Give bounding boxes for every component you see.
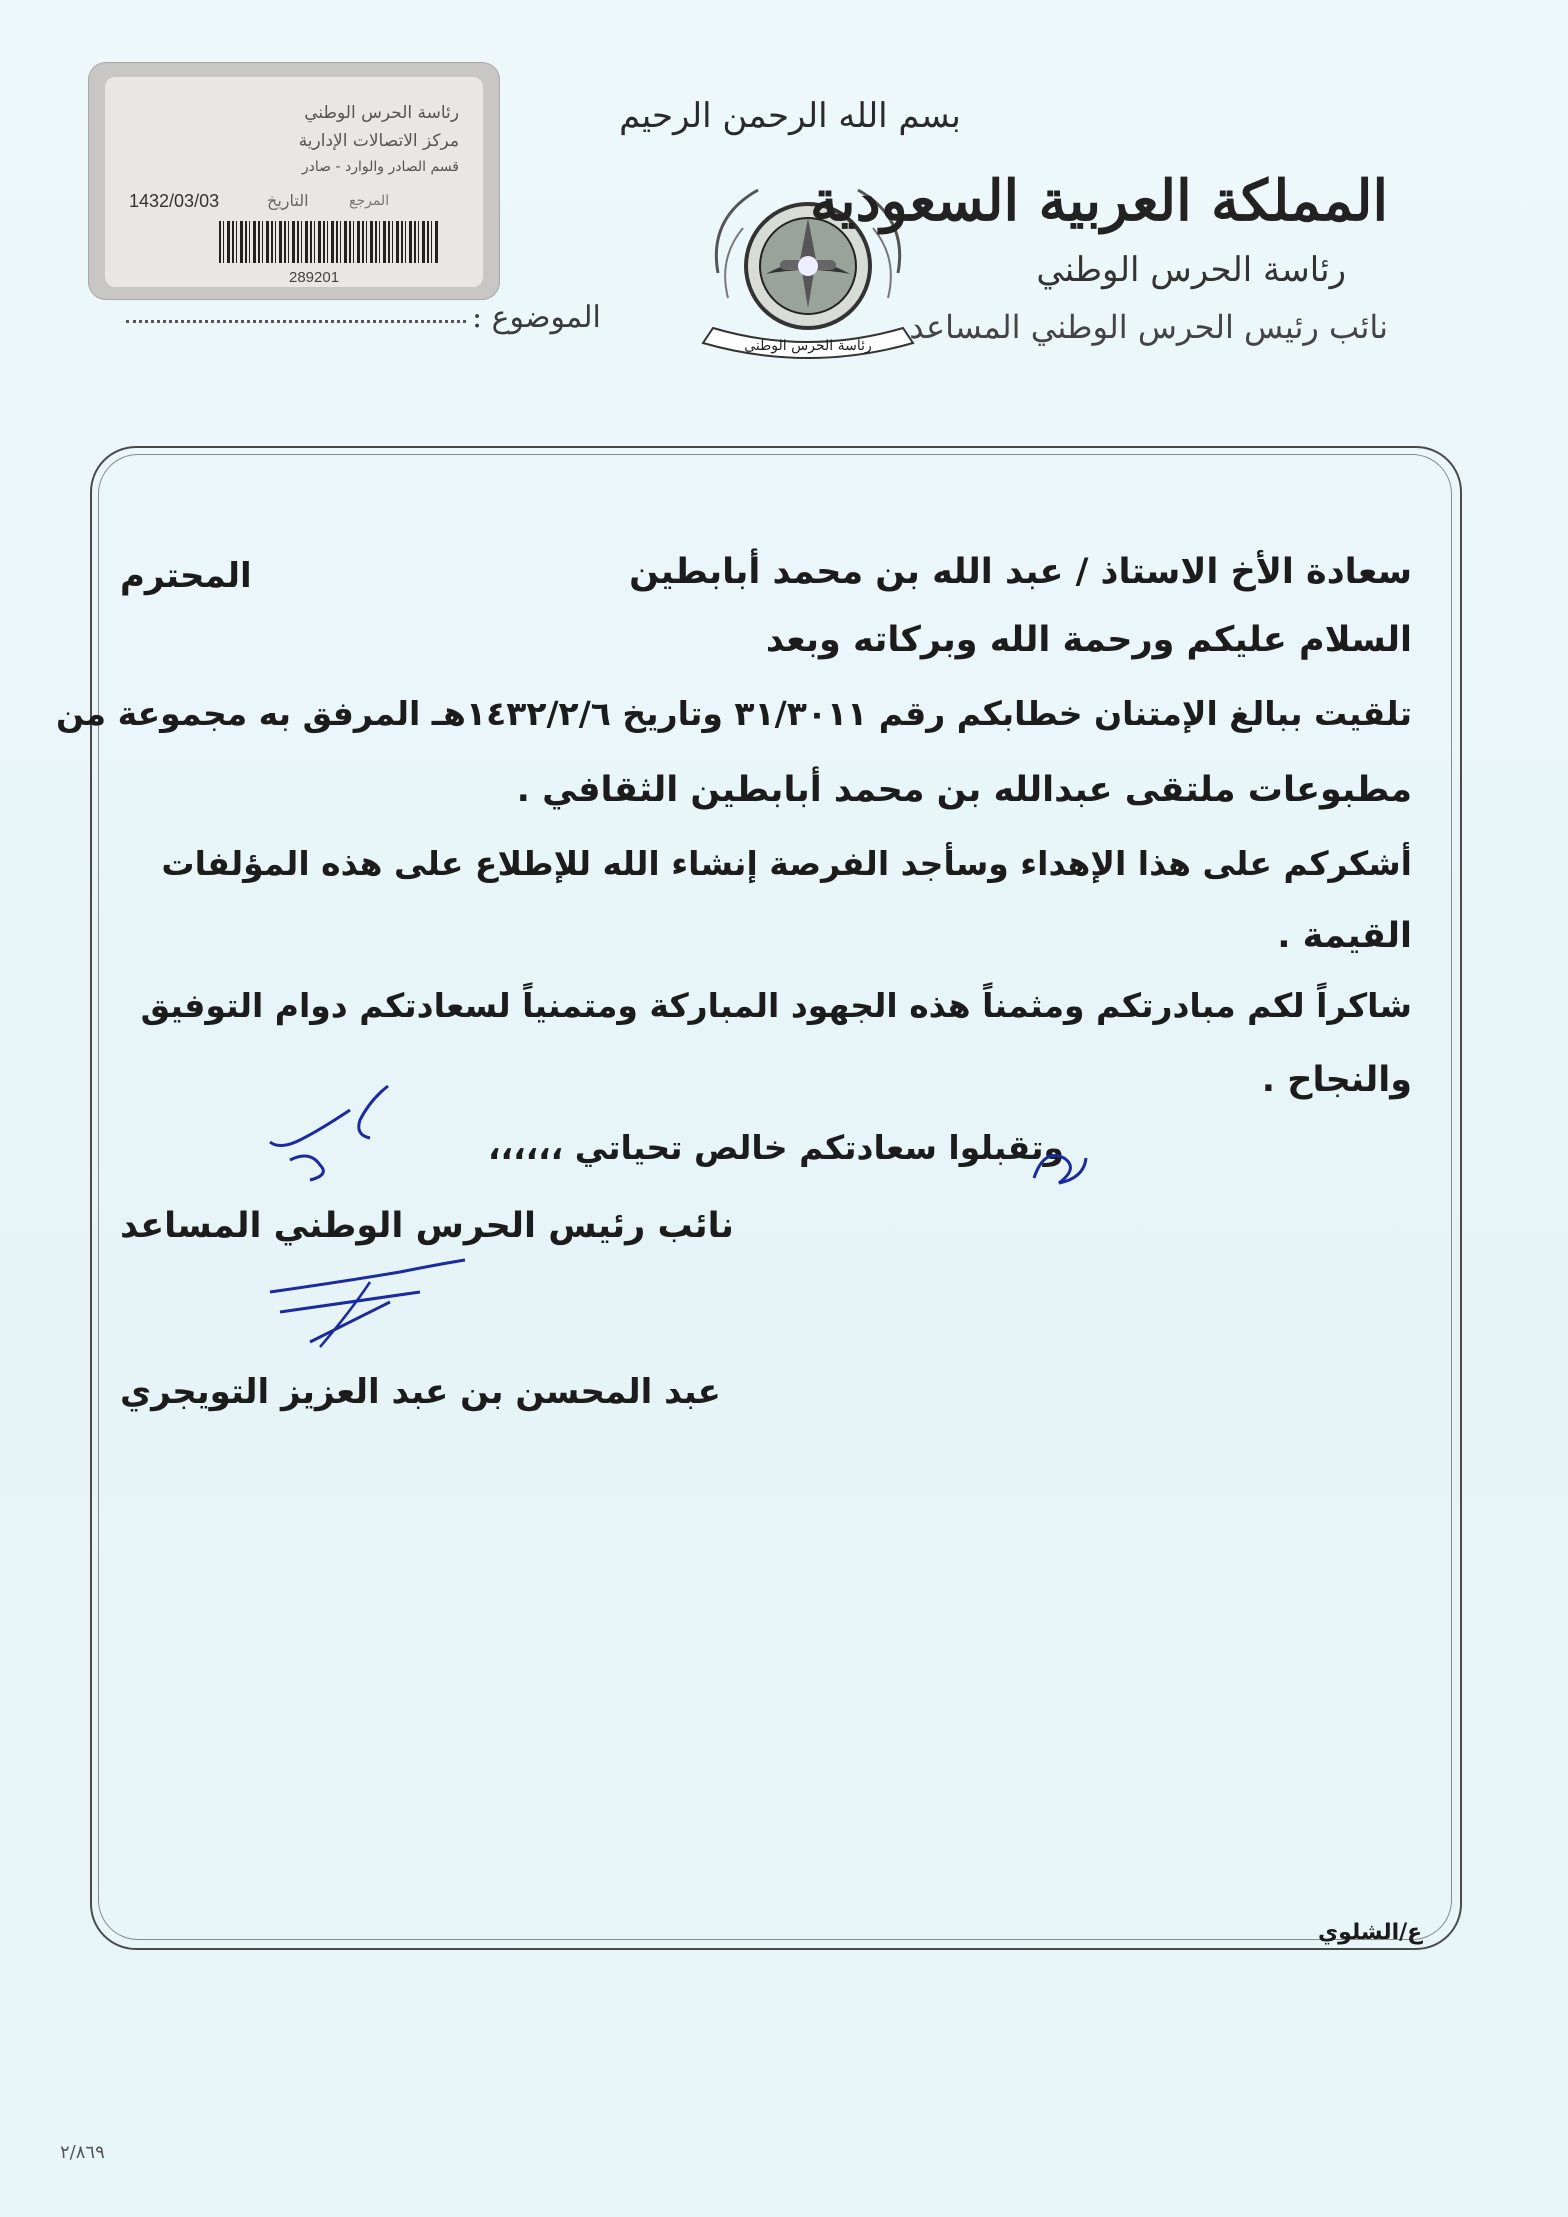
signature [250,1252,480,1352]
stamp-number: 289201 [289,269,340,286]
subject-label: الموضوع : [472,300,601,335]
deputy-title: نائب رئيس الحرس الوطني المساعد [909,308,1388,346]
paragraph-1-line-1: تلقيت ببالغ الإمتنان خطابكم رقم ٣١/٣٠١١ وتاريخ ١٤٣٢/٢/٦هـ المرفق به مجموعة من [55,694,1412,733]
registration-stamp [88,62,500,300]
barcode [219,221,439,263]
form-code: ٢/٨٦٩ [60,2142,105,2163]
stamp-date-label: التاريخ [267,191,309,210]
subject-field-line [126,320,466,323]
emblem-caption: رئاسة الحرس الوطني [744,338,872,354]
initial-mark [1024,1138,1094,1198]
stamp-field-label: المرجع [349,193,390,209]
signer-title: نائب رئيس الحرس الوطني المساعد [120,1206,734,1246]
body-frame-inner [98,454,1452,1940]
salutation: سعادة الأخ الاستاذ / عبد الله بن محمد أبابطين [629,552,1412,592]
respected-label: المحترم [120,556,252,596]
handwritten-note [260,1080,420,1190]
paragraph-3-line-1: شاكراً لكم مبادرتكم ومثمناً هذه الجهود المباركة ومتمنياً لسعادتكم دوام التوفيق [140,986,1412,1025]
paragraph-2-line-2: القيمة . [1277,916,1412,956]
presidency-name: رئاسة الحرس الوطني [1036,250,1346,290]
paragraph-1-line-2: مطبوعات ملتقى عبدالله بن محمد أبابطين الثقافي . [516,770,1412,810]
paragraph-2-line-1: أشكركم على هذا الإهداء وسأجد الفرصة إنشاء الله للإطلاع على هذه المؤلفات [161,844,1412,883]
stamp-line-1: رئاسة الحرس الوطني [304,103,459,123]
stamp-date: 1432/03/03 [129,191,220,211]
stamp-line-2: مركز الاتصالات الإدارية [298,131,459,151]
signer-name: عبد المحسن بن عبد العزيز التويجري [120,1372,721,1412]
stamp-line-3: قسم الصادر والوارد - صادر [301,159,459,175]
basmala: بسم الله الرحمن الرحيم [619,96,961,136]
paragraph-3-line-2: والنجاح . [1261,1060,1412,1100]
greeting: السلام عليكم ورحمة الله وبركاته وبعد [765,620,1412,660]
typist-initials: ع/الشلوي [1318,1920,1423,1945]
closing-line: وتقبلوا سعادتكم خالص تحياتي ،،،،،، [488,1128,1065,1167]
kingdom-name: المملكة العربية السعودية [810,168,1388,234]
